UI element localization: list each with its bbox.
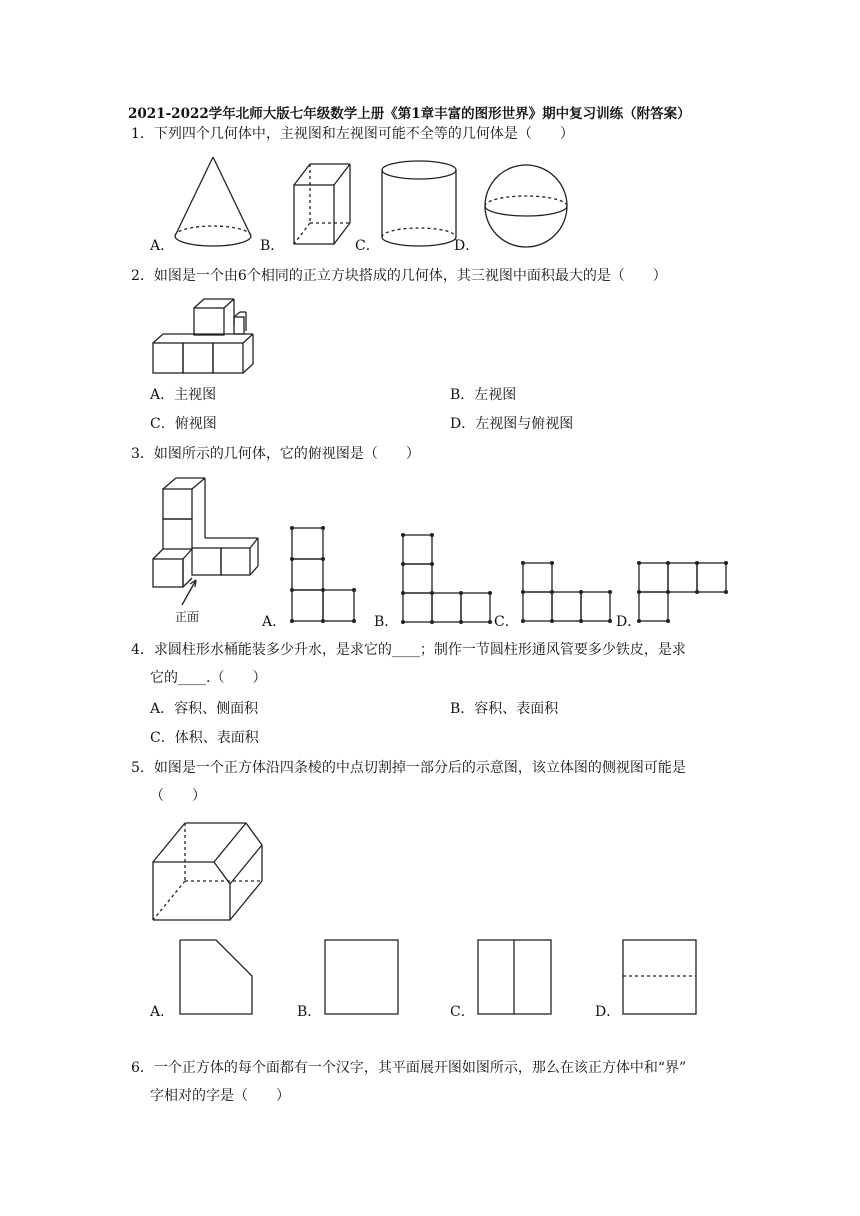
question-2-stem: 2．如图是一个由6个相同的正立方块搭成的几何体，其三视图中面积最大的是（ ） xyxy=(131,268,667,284)
q3-option-b[interactable]: B． xyxy=(374,614,399,630)
q3-option-d[interactable]: D． xyxy=(616,614,642,630)
q2-option-a[interactable]: A．主视图 xyxy=(150,387,217,403)
q5-option-b[interactable]: B． xyxy=(297,1004,322,1020)
question-4-stem-line1: 4．求圆柱形水桶能装多少升水，是求它的____；制作一节圆柱形通风管要多少铁皮，是求 xyxy=(131,642,686,658)
q1-option-c[interactable]: C． xyxy=(355,238,380,254)
question-5-stem-line1: 5．如图是一个正方体沿四条棱的中点切割掉一部分后的示意图，该立体图的侧视图可能是 xyxy=(131,760,686,776)
document-title: 2021-2022学年北师大版七年级数学上册《第1章丰富的图形世界》期中复习训练（附答案） xyxy=(128,106,691,122)
question-4-stem-line2: 它的____.（ ） xyxy=(150,670,267,686)
q2-option-c[interactable]: C．俯视图 xyxy=(150,416,217,432)
q3-option-c[interactable]: C． xyxy=(494,614,519,630)
q2-option-d[interactable]: D．左视图与俯视图 xyxy=(450,416,574,432)
question-5-stem-line2: （ ） xyxy=(150,788,206,804)
question-6-stem-line2: 字相对的字是（ ） xyxy=(150,1088,290,1104)
q2-option-b[interactable]: B．左视图 xyxy=(450,387,517,403)
q4-option-b[interactable]: B．容积、表面积 xyxy=(450,701,559,717)
front-label: 正面 xyxy=(175,610,200,624)
q1-option-b[interactable]: B． xyxy=(260,238,285,254)
q4-option-a[interactable]: A．容积、侧面积 xyxy=(150,701,259,717)
q1-option-d[interactable]: D． xyxy=(454,238,480,254)
q5-option-a[interactable]: A． xyxy=(150,1004,175,1020)
q5-option-c[interactable]: C． xyxy=(450,1004,475,1020)
question-3-stem: 3．如图所示的几何体，它的俯视图是（ ） xyxy=(131,446,420,462)
question-6-stem-line1: 6．一个正方体的每个面都有一个汉字，其平面展开图如图所示，那么在该正方体中和“界” xyxy=(131,1060,687,1076)
q3-option-a[interactable]: A． xyxy=(262,614,287,630)
q1-option-a[interactable]: A． xyxy=(150,238,175,254)
q4-option-c[interactable]: C．体积、表面积 xyxy=(150,730,259,746)
q5-option-d[interactable]: D． xyxy=(595,1004,621,1020)
question-1-stem: 1．下列四个几何体中，主视图和左视图可能不全等的几何体是（ ） xyxy=(131,126,574,142)
